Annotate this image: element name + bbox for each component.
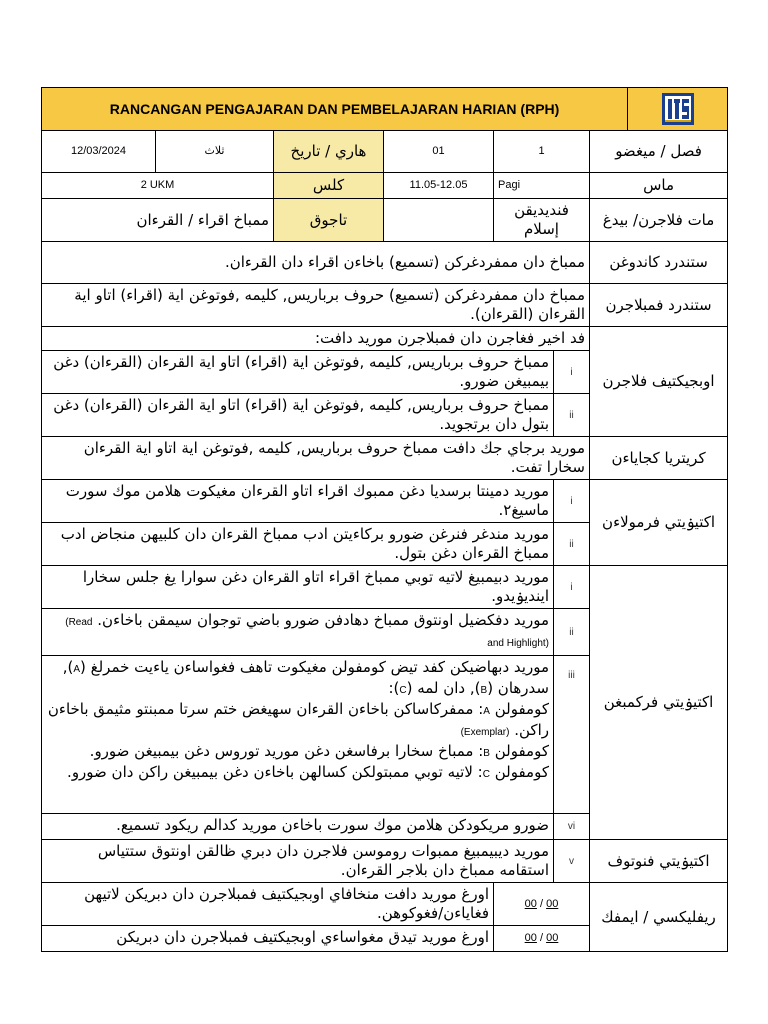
date-value: 12/03/2024 (42, 131, 156, 173)
score-total: 00 (546, 932, 559, 944)
group-tag: B (483, 748, 490, 759)
class-label: كلس (274, 173, 384, 199)
development-text: موريد دفكضيل اونتوق ممباخ دهادفن ضورو باضي توجوان سيمقن باخاءن. (97, 611, 549, 629)
group-tag: A (483, 706, 490, 717)
development-note: (Read and Highlight) (65, 617, 549, 649)
group-prefix: كومفولن (494, 742, 549, 760)
development-label: اكتيۏيتي فركمبغن (590, 566, 728, 840)
development-text: ضورو مريكودكن هلامن موك سورت باخاءن موريد كدالم ريكود تسميع. (42, 814, 554, 840)
title-row (42, 88, 728, 131)
group-prefix: كومفولن (494, 700, 549, 718)
school-crest (628, 88, 728, 131)
time-label: ماس (590, 173, 728, 199)
rph-document (41, 87, 727, 952)
class-row (42, 173, 728, 199)
content-standard-label: ستندرد كاندوغن (590, 242, 728, 284)
school-crest-icon (661, 92, 695, 126)
criteria-text: موريد برجاي جك دافت ممباخ حروف برباريس, كليمه ,فوتوغن اية اتاو اية القرءان سخارا تفت. (42, 437, 590, 480)
subject-value: فنديديقن إسلام (494, 199, 590, 242)
group-intro-close: ): (388, 679, 400, 697)
session-value: Pagi (494, 173, 590, 199)
objectives-label: اوبجيكتيف فلاجرن (590, 327, 728, 437)
score-total: 00 (546, 897, 559, 910)
reflection-score: 00 / 00 (494, 883, 590, 926)
group-intro-mid: ), سدرهان ( (62, 658, 549, 697)
page-title: RANCANGAN PENGAJARAN DAN PEMBELAJARAN HARIAN (RPH) (42, 88, 628, 131)
time-value: 11.05-12.05 (384, 173, 494, 199)
development-text: موريد دبيمبيغ لاتيه توبي ممباخ اقراء اتاو القرءان دغن سوارا يغ جلس سخارا اينديۏيدو. (42, 566, 554, 609)
development-groups-cell (42, 656, 554, 814)
development-number: iii (554, 656, 590, 814)
development-item (42, 566, 728, 609)
group-text: : لاتيه توبي ممبتولكن كسالهن باخاءن دغن بيمبيغن راكن دان ضورو. (67, 763, 483, 781)
objective-text: ممباخ حروف برباريس, كليمه ,فوتوغن اية (اقراء) اتاو اية القرءان (القرءان) دغن بيمبيغن ضورو. (42, 351, 554, 394)
induction-item (42, 480, 728, 523)
group-tag-c: C (399, 685, 407, 696)
induction-text: موريد دمينتا برسديا دغن ممبوك اقراء اتاو القرءان مغيكوت هلامن موك سورت ماسيغ٢. (42, 480, 554, 523)
group-prefix: كومفولن (494, 763, 549, 781)
date-row (42, 131, 728, 173)
topic-value: ممباخ اقراء / القرءان (42, 199, 274, 242)
group-intro: موريد دبهاضيكن كفد تيض كومفولن مغيكوت تاهف فغواساءن ياءيت خمرلغ (A), سدرهان (B), دان لمه (C): (62, 658, 549, 697)
group-b (46, 742, 549, 763)
induction-text: موريد مندغر فنرغن ضورو برکاءيتن ادب ممباخ القرءان دان كلبيهن منجاض ادب ممباخ القرءان دغن بتول. (42, 523, 554, 566)
objective-number: i (554, 351, 590, 394)
class-value: 2 UKM (42, 173, 274, 199)
learning-standard-text: ممباخ دان ممفردغركن (تسميع) حروف برباريس, كليمه ,فوتوغن اية (اقراء) اتاو اية القرءان (القرءان). (42, 284, 590, 327)
reflection-text: اورغ موريد تيدق مغواساءي اوبجيكتيف فمبلاجرن دان دبريكن (42, 926, 494, 952)
day-date-label: هاري / تاريخ (274, 131, 384, 173)
reflection-score: 00 / 00 (494, 926, 590, 952)
development-cell (42, 609, 554, 656)
group-tag: C (482, 769, 490, 780)
objectives-intro: فد اخير فغاجرن دان فمبلاجرن موريد دافت: (42, 327, 590, 351)
induction-number: ii (554, 523, 590, 566)
group-tag-b: B (480, 685, 488, 696)
closure-number: v (554, 840, 590, 883)
reflection-text: اورغ موريد دافت منخافاي اوبجيكتيف فمبلاجرن دان دبريكن لاتيهن فغاياءن/فغوكوهن. (42, 883, 494, 926)
criteria-label: كريتريا كجاياءن (590, 437, 728, 480)
objective-text: ممباخ حروف برباريس, كليمه ,فوتوغن اية (اقراء) اتاو اية القرءان (القرءان) دغن بتول دان برتجويد. (42, 394, 554, 437)
content-standard-text: ممباخ دان ممفردغركن (تسميع) باخاءن اقراء دان القرءان. (42, 242, 590, 284)
group-c (46, 763, 549, 784)
development-number: i (554, 566, 590, 609)
closure-text: موريد ديبيمبيغ ممبوات روموسن فلاجرن دان دبري ظالقن اونتوق ستتياس استقامه ممباخ دان بلاجر القرءان. (42, 840, 554, 883)
blank-cell (384, 199, 494, 242)
closure-row (42, 840, 728, 883)
score-achieved: 00 (524, 932, 537, 944)
group-intro-end: ), دان لمه ( (406, 679, 481, 697)
development-number: vi (554, 814, 590, 840)
group-tag-a: A (73, 664, 80, 675)
score-achieved: 00 (524, 897, 537, 910)
reflection-label: ريفليكسي / ايمفك (590, 883, 728, 952)
group-note: (Exemplar) (460, 727, 510, 738)
criteria-row (42, 437, 728, 480)
development-number: ii (554, 609, 590, 656)
induction-number: i (554, 480, 590, 523)
day-value: ثلاث (156, 131, 274, 173)
group-a (46, 700, 549, 742)
objectives-intro-row (42, 327, 728, 351)
unit-number: 1 (494, 131, 590, 173)
group-text: : ممفركاساكن باخاءن القرءان سهيغض ختم سرتا ممبنتو مثيمق باخاءن راكن. (47, 700, 549, 739)
learning-standard-label: ستندرد فمبلاجرن (590, 284, 728, 327)
week-number: 01 (384, 131, 494, 173)
rph-table (41, 87, 728, 952)
unit-label: فصل / ميغضو (590, 131, 728, 173)
subject-label: مات فلاجرن/ بيدغ (590, 199, 728, 242)
topic-label: تاجوق (274, 199, 384, 242)
content-standard-row (42, 242, 728, 284)
group-text: : ممباخ سخارا برفاسغن دغن موريد توروس دغن بيمبيغن ضورو. (89, 742, 484, 760)
reflection-item (42, 883, 728, 926)
group-intro-text: موريد دبهاضيكن كفد تيض كومفولن مغيكوت تاهف فغواساءن ياءيت خمرلغ (90, 658, 549, 676)
objective-number: ii (554, 394, 590, 437)
topic-row (42, 199, 728, 242)
learning-standard-row (42, 284, 728, 327)
closure-label: اكتيۏيتي فنوتوف (590, 840, 728, 883)
induction-label: اكتيۏيتي فرمولاءن (590, 480, 728, 566)
